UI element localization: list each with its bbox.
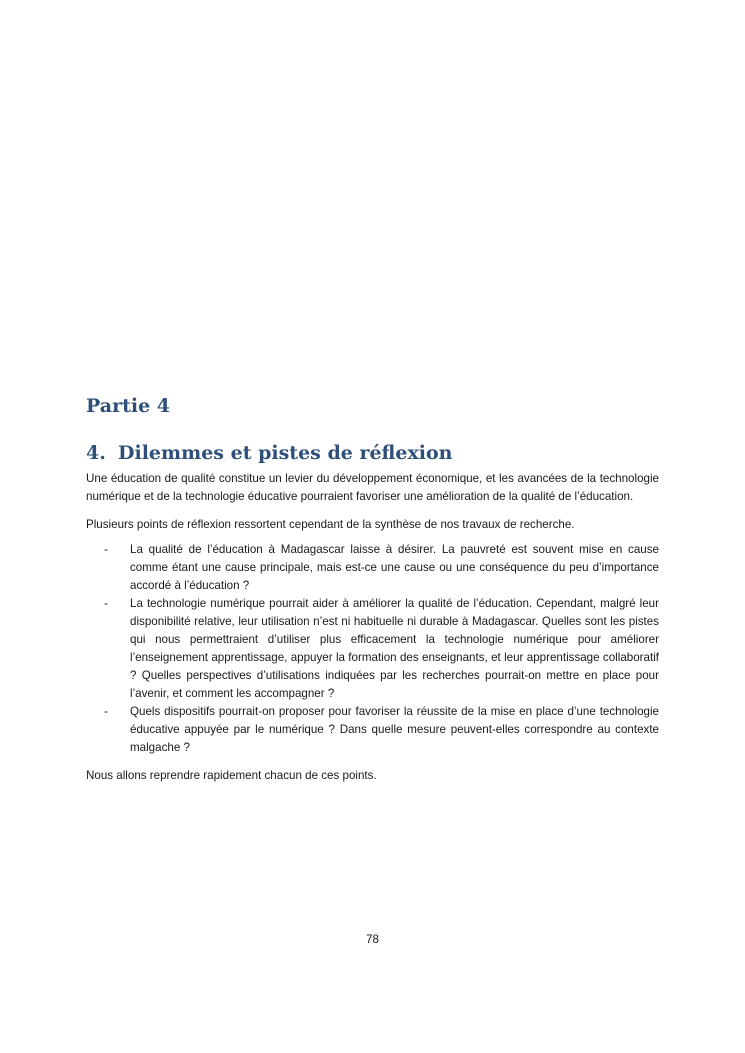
list-item [86,541,659,595]
reflection-points-list [86,541,659,757]
bullet-dash: - [104,705,108,718]
intro-paragraph: Une éducation de qualité constitue un levier du développement économique, et les avancées de la technologie numérique et de la technologie éducative pourraient favoriser une amélioration de la qualité de l’éducation. [86,472,659,503]
list-item-text: Quels dispositifs pourrait-on proposer pour favoriser la réussite de la mise en place d’une technologie éducative appuyée par le numérique ? Dans quelle mesure peuvent-elles correspondre au contexte malgache ? [130,705,659,754]
section-title: Dilemmes et pistes de réflexion [118,442,453,464]
part-title: Partie 4 [86,395,171,417]
list-item-text: La technologie numérique pourrait aider à améliorer la qualité de l’éducation. Cependant, malgré leur disponibilité relative, leur utilisation n’est ni habituelle ni durable à Madagascar. Quelles sont les pistes qui nous permettraient d’utiliser plus efficacement la technologie numérique pour améliorer l’enseignement apprentissage, appuyer la formation des enseignants, et leur apprentissage collaboratif ? Quelles perspectives d’utilisations indiquées par les recherches pourrait-on mettre en place pour l’avenir, et comment les accompagner ? [130,597,659,700]
section-number: 4. [86,442,106,464]
lead-paragraph: Plusieurs points de réflexion ressortent cependant de la synthèse de nos travaux de recherche. [86,518,575,531]
page-content [86,393,659,785]
bullet-dash: - [104,597,108,610]
section-heading [86,440,659,466]
closing-paragraph: Nous allons reprendre rapidement chacun de ces points. [86,769,377,782]
list-item [86,595,659,703]
list-item [86,703,659,757]
list-item-text: La qualité de l’éducation à Madagascar laisse à désirer. La pauvreté est souvent mise en cause comme étant une cause principale, mais est-ce une cause ou une conséquence du peu d’importance accordé à l’éducation ? [130,543,659,592]
bullet-dash: - [104,543,108,556]
page-number: 78 [366,933,379,946]
